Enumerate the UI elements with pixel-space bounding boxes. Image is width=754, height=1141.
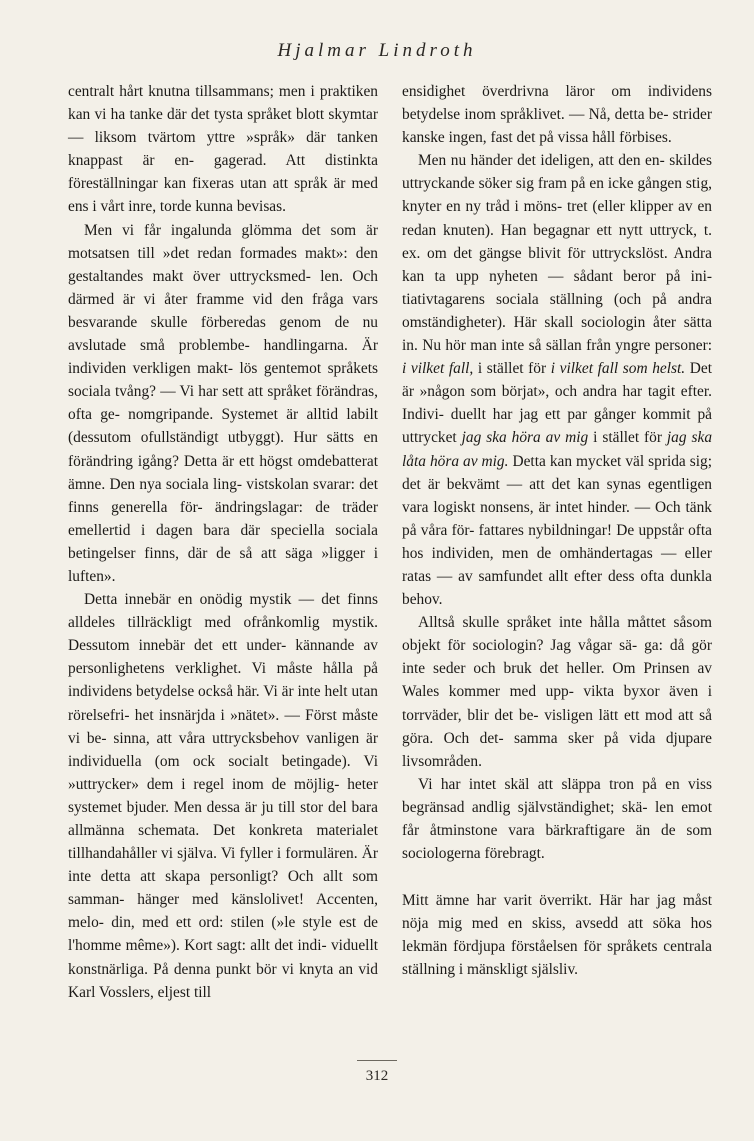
italic-example: jag ska höra av mig (461, 429, 589, 447)
paragraph: Detta innebär en onödig mystik — det finns alldeles tillräckligt med ofrånkomlig mystik. Dessutom innebär det ett under- kännande av personlighetens verklighet. Vi måste hålla på individens betydelse också här. Vi är inte helt utan rörelsefri- het insnärjda i »nätet». — Först måste vi be- sinna, att våra uttrycksbehov vanligen är individuella (om ock socialt betingade). Vi »uttrycker» dem i regel inom de möjlig- heter systemet bjuder. Men dessa är ju till stor del bara allmänna schemata. Det konkreta materialet tillhandahåller vi själva. Vi fyller i formulären. Är inte detta att skapa personligt? Och allt som samman- hänger med känslolivet! Accenten, melo- din, med ett ord: stilen (»le style est de l'homme même»). Kort sagt: allt det indi- viduellt konstnärliga. På denna punkt bör vi knyta an vid Karl Vosslers, eljest till (68, 591, 378, 1001)
paragraph: ensidighet överdrivna läror om individens betydelse inom språklivet. — Nå, detta be- strider kanske ingen, fast det på vissa håll förbises. (402, 83, 712, 147)
closing-paragraph: Mitt ämne har varit överrikt. Här har jag måst nöja mig med en skiss, avsedd att söka hos lekmän fördjupa förståelsen för språkets centrala ställning i mänskligt själsliv. (402, 892, 712, 979)
italic-example: i vilket fall som helst. (550, 360, 686, 378)
text-run: Men nu händer det ideligen, att den en- skildes uttryckande söker sig fram på en icke gången stig, knyter en ny tråd i möns- tret (eller klipper av en redan knuten). Han begagnar ett nytt uttryck, t. ex. om det gängse blivit för uttryckslöst. Andra kan ta upp nyheten — sådant beror på ini- tiativtagarens sociala ställning (och på andra omständigheter). Här skall sociologin åter sätta in. Nu hör man inte så sällan från yngre personer: (402, 152, 712, 355)
page-number: 312 (365, 1068, 389, 1084)
folio-rule (357, 1060, 397, 1061)
text-run: Detta kan mycket väl sprida sig; det är bekvämt — att det kan synas egentligen vara logiskt nonsens, är intet hinder. — Och tänk på våra för- fattares nybildningar! De uppstår ofta hos individen, men de omhändertagas — eller ratas — av samfundet allt efter dess ofta dunkla behov. (402, 452, 712, 609)
left-column (68, 80, 378, 1004)
italic-example: i vilket fall, (402, 360, 474, 378)
running-head: Hjalmar Lindroth (277, 40, 477, 61)
text-run: i stället för (473, 360, 551, 378)
right-column (402, 80, 712, 982)
text-run: Det är »någon som börjat», och andra har tagit efter. Indivi- duellt har jag ett par gånger kommit på uttrycket (402, 360, 712, 447)
paragraph: centralt hårt knutna tillsammans; men i praktiken kan vi ha tanke där det tysta språket blott skymtar — liksom tvärtom yttre »språk» där tanken knappast är en- gagerad. Att distinkta föreställningar kan fixeras utan att språk är med ens i vårt inre, torde kunna bevisas. (68, 83, 378, 216)
paragraph: Alltså skulle språket inte hålla måttet såsom objekt för sociologin? Jag vågar sä- ga: då gör inte seder och bruk det heller. Om Prinsen av Wales kommer med upp- vikta byxor även i torrväder, blir det be- visligen lätt ett mod att så göra. Och det- samma sker på vida djupare livsområden. (402, 614, 712, 770)
paragraph (402, 149, 712, 611)
paragraph: Men vi får ingalunda glömma det som är motsatsen till »det redan formades makt»: den gestaltandes makt över uttrycksmed- len. Och därmed är vi åter framme vid den fråga vars besvarande skulle förberedas genom de nu avslutade små problembe- handlingarna. Är individen verkligen makt- lös gentemot språkets sociala tvång? — Vi har sett att språket förändras, ofta ge- nomgripande. Systemet är alltid labilt (dessutom ofullständigt utbyggt). Hur sätts en förändring igång? Detta är ett högst omdebatterat ämne. Den nya sociala ling- vistskolan svarar: det finns generella för- ändringslagar: de träder emellertid i dagen bara där speciella sociala betingelser finns, där de så att säga »ligger i luften». (68, 221, 378, 585)
text-run: i stället för (588, 429, 667, 447)
italic-example: jag ska låta höra av mig. (402, 429, 713, 470)
paragraph: Vi har intet skäl att släppa tron på en viss begränsad andlig självständighet; skä- len emot får åtminstone vara bärkraftigare än de som sociologerna förebragt. (402, 775, 712, 863)
